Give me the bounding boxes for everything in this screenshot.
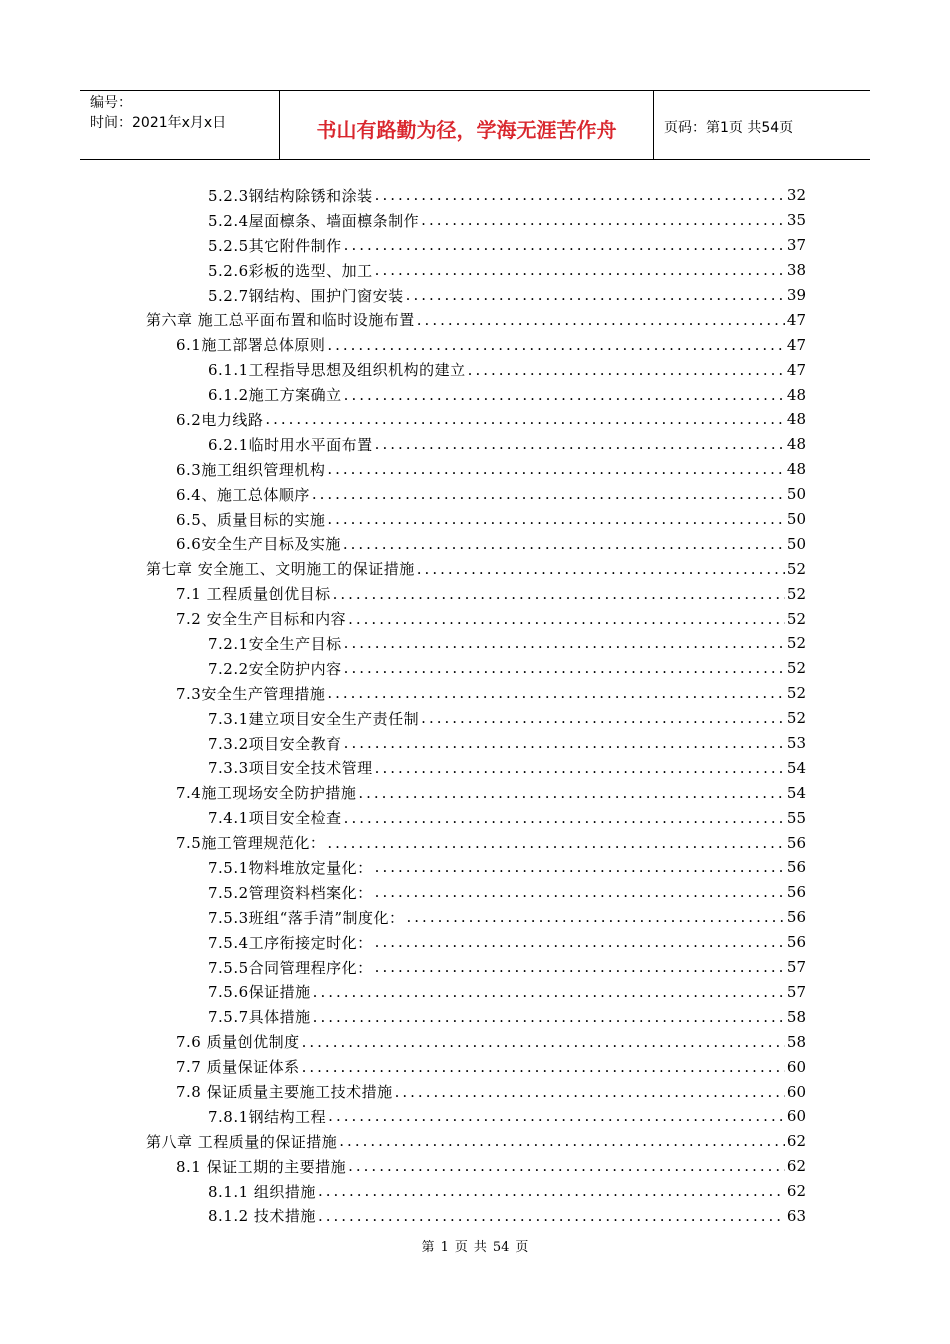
- toc-entry-label: 6.1.1工程指导思想及组织机构的建立: [208, 361, 466, 380]
- toc-entry[interactable]: [146, 1029, 806, 1054]
- toc-entry-label: 7.2 安全生产目标和内容: [176, 610, 347, 629]
- footer-current-page: 1: [440, 1240, 449, 1255]
- toc-entry-label: 6.4、施工总体顺序: [176, 485, 310, 504]
- toc-entry-page: 50: [786, 485, 806, 504]
- toc-entry-page: 63: [786, 1206, 806, 1225]
- toc-entry-label: 7.3.2项目安全教育: [208, 734, 342, 753]
- toc-leader-dots: [348, 1157, 785, 1175]
- toc-leader-dots: [375, 435, 785, 453]
- toc-leader-dots: [339, 1132, 785, 1150]
- toc-entry-page: 55: [786, 808, 806, 827]
- toc-entry-label: 7.8 保证质量主要施工技术措施: [176, 1083, 393, 1101]
- toc-leader-dots: [395, 1083, 785, 1101]
- toc-leader-dots: [333, 585, 785, 603]
- time-label: 时间：2021年x月x日: [90, 115, 227, 131]
- toc-leader-dots: [343, 535, 785, 553]
- toc-entry[interactable]: [146, 531, 806, 556]
- toc-entry-page: 50: [786, 510, 806, 529]
- toc-entry[interactable]: [146, 1154, 806, 1179]
- page-footer: [0, 1236, 950, 1255]
- toc-entry-label: 7.5.2管理资料档案化：: [208, 883, 373, 902]
- toc-leader-dots: [375, 933, 785, 951]
- toc-entry[interactable]: [146, 482, 806, 507]
- toc-entry[interactable]: [146, 631, 806, 656]
- header-page-info: 页码：第1页 共54页: [664, 120, 794, 136]
- toc-entry-label: 7.5.6保证措施: [208, 983, 311, 1002]
- toc-entry[interactable]: [146, 307, 806, 332]
- toc-entry[interactable]: [146, 980, 806, 1005]
- toc-entry-page: 60: [786, 1057, 806, 1076]
- toc-leader-dots: [327, 684, 785, 702]
- toc-entry[interactable]: [146, 432, 806, 457]
- toc-entry[interactable]: [146, 681, 806, 706]
- toc-entry-page: 62: [786, 1132, 806, 1151]
- toc-entry[interactable]: [146, 780, 806, 805]
- toc-entry[interactable]: [146, 233, 806, 258]
- toc-entry-page: 35: [786, 211, 806, 230]
- toc-entry[interactable]: [146, 905, 806, 930]
- toc-leader-dots: [417, 560, 785, 578]
- toc-entry[interactable]: [146, 606, 806, 631]
- toc-entry-label: 5.2.4屋面檩条、墙面檩条制作: [208, 211, 420, 230]
- toc-entry[interactable]: [146, 1104, 806, 1129]
- toc-entry-page: 37: [786, 236, 806, 255]
- toc-entry-label: 第六章 施工总平面布置和临时设施布置: [146, 311, 415, 330]
- toc-entry-page: 48: [786, 460, 806, 479]
- toc-entry[interactable]: [146, 1004, 806, 1029]
- toc-entry-label: 7.4.1项目安全检查: [208, 809, 342, 828]
- toc-leader-dots: [344, 659, 785, 677]
- toc-leader-dots: [407, 908, 785, 926]
- toc-entry[interactable]: [146, 830, 806, 855]
- toc-leader-dots: [375, 759, 785, 777]
- number-label: 编号：: [90, 95, 132, 111]
- toc-entry-label: 7.5.4工序衔接定时化：: [208, 933, 373, 952]
- header-motto: 书山有路勤为径，学海无涯苦作舟: [280, 91, 654, 159]
- toc-entry-page: 52: [786, 559, 806, 578]
- toc-entry-page: 56: [786, 933, 806, 952]
- toc-entry-page: 56: [786, 883, 806, 902]
- toc-entry-page: 52: [786, 584, 806, 603]
- toc-entry[interactable]: [146, 855, 806, 880]
- toc-entry-page: 52: [786, 684, 806, 703]
- toc-leader-dots: [327, 834, 785, 852]
- toc-leader-dots: [358, 784, 785, 802]
- toc-entry[interactable]: [146, 1179, 806, 1204]
- toc-entry-label: 6.5、质量目标的实施: [176, 510, 326, 529]
- toc-entry-label: 8.1.1 组织措施: [208, 1182, 316, 1201]
- toc-leader-dots: [328, 1107, 785, 1125]
- toc-entry-page: 57: [786, 958, 806, 977]
- toc-entry[interactable]: [146, 731, 806, 756]
- toc-entry-label: 7.6 质量创优制度: [176, 1033, 300, 1052]
- toc-leader-dots: [421, 709, 785, 727]
- toc-leader-dots: [327, 510, 785, 528]
- toc-leader-dots: [375, 958, 785, 976]
- toc-entry-label: 6.2电力线路: [176, 410, 264, 429]
- toc-entry-page: 50: [786, 534, 806, 553]
- toc-entry-label: 6.1.2施工方案确立: [208, 386, 342, 405]
- toc-entry[interactable]: [146, 706, 806, 731]
- toc-leader-dots: [421, 211, 785, 229]
- toc-leader-dots: [406, 286, 785, 304]
- toc-entry-label: 5.2.5其它附件制作: [208, 236, 342, 255]
- toc-entry-label: 7.3.1建立项目安全生产责任制: [208, 709, 420, 728]
- toc-entry-page: 56: [786, 908, 806, 927]
- toc-entry-page: 48: [786, 385, 806, 404]
- toc-entry-page: 32: [786, 186, 806, 205]
- toc-leader-dots: [312, 485, 785, 503]
- footer-gong: 共: [473, 1240, 487, 1255]
- toc-entry-page: 47: [786, 335, 806, 354]
- toc-entry-page: 58: [786, 1007, 806, 1026]
- toc-entry-label: 7.5.5合同管理程序化：: [208, 958, 373, 977]
- toc-entry-page: 39: [786, 286, 806, 304]
- toc-leader-dots: [265, 410, 785, 428]
- toc-entry-page: 52: [786, 659, 806, 678]
- toc-entry-label: 7.2.1安全生产目标: [208, 634, 342, 653]
- toc-leader-dots: [344, 734, 785, 752]
- toc-leader-dots: [313, 1008, 785, 1026]
- toc-entry[interactable]: [146, 805, 806, 830]
- toc-entry[interactable]: [146, 581, 806, 606]
- toc-entry-label: 7.5施工管理规范化：: [176, 834, 326, 853]
- toc-entry[interactable]: [146, 955, 806, 980]
- toc-entry-page: 53: [786, 734, 806, 753]
- toc-entry-page: 47: [786, 310, 806, 329]
- toc-entry-label: 5.2.3钢结构除锈和涂装: [208, 186, 373, 205]
- toc-entry-page: 54: [786, 758, 806, 777]
- toc-leader-dots: [375, 883, 785, 901]
- toc-entry-label: 7.2.2安全防护内容: [208, 659, 342, 678]
- toc-leader-dots: [344, 386, 785, 404]
- footer-di: 第: [421, 1240, 435, 1255]
- toc-entry-page: 48: [786, 435, 806, 454]
- toc-entry-page: 58: [786, 1032, 806, 1051]
- toc-entry[interactable]: [146, 457, 806, 482]
- toc-entry-label: 7.5.1物料堆放定量化：: [208, 858, 373, 877]
- toc-entry-label: 6.3施工组织管理机构: [176, 460, 326, 479]
- toc-entry-page: 52: [786, 634, 806, 653]
- toc-entry-label: 6.2.1临时用水平面布置: [208, 435, 373, 454]
- toc-leader-dots: [327, 336, 785, 354]
- toc-leader-dots: [375, 186, 785, 204]
- toc-entry-label: 7.4施工现场安全防护措施: [176, 784, 357, 803]
- toc-entry[interactable]: [146, 556, 806, 581]
- table-of-contents: [146, 183, 806, 1228]
- footer-ye: 页: [454, 1240, 468, 1255]
- toc-entry[interactable]: [146, 1079, 806, 1104]
- toc-entry[interactable]: [146, 880, 806, 905]
- toc-entry-label: 第七章 安全施工、文明施工的保证措施: [146, 560, 415, 579]
- toc-entry-label: 8.1.2 技术措施: [208, 1207, 316, 1226]
- toc-entry-page: 54: [786, 783, 806, 802]
- page-header: [80, 90, 870, 160]
- footer-total-pages: 54: [492, 1240, 510, 1255]
- toc-entry-label: 7.8.1钢结构工程: [208, 1107, 327, 1126]
- toc-entry[interactable]: [146, 283, 806, 308]
- toc-entry-label: 7.5.3班组“落手清”制度化：: [208, 908, 405, 927]
- toc-entry-page: 48: [786, 410, 806, 429]
- toc-leader-dots: [302, 1058, 785, 1076]
- toc-leader-dots: [375, 261, 785, 279]
- toc-entry-label: 6.1施工部署总体原则: [176, 336, 326, 355]
- toc-entry-page: 56: [786, 833, 806, 852]
- toc-leader-dots: [344, 236, 785, 254]
- toc-leader-dots: [318, 1207, 785, 1225]
- toc-entry-page: 38: [786, 261, 806, 280]
- toc-leader-dots: [417, 311, 785, 329]
- toc-entry[interactable]: [146, 208, 806, 233]
- toc-entry-label: 第八章 工程质量的保证措施: [146, 1132, 338, 1151]
- header-meta: [80, 91, 280, 159]
- toc-entry-label: 7.3.3项目安全技术管理: [208, 759, 373, 778]
- toc-entry[interactable]: [146, 183, 806, 208]
- toc-leader-dots: [318, 1182, 785, 1200]
- toc-entry-page: 52: [786, 609, 806, 628]
- toc-entry-label: 6.6安全生产目标及实施: [176, 535, 341, 554]
- toc-entry-page: 52: [786, 709, 806, 728]
- toc-entry[interactable]: [146, 656, 806, 681]
- toc-entry[interactable]: [146, 930, 806, 955]
- toc-entry-page: 60: [786, 1082, 806, 1101]
- toc-entry-label: 8.1 保证工期的主要措施: [176, 1157, 347, 1176]
- toc-entry-page: 62: [786, 1182, 806, 1201]
- toc-entry-label: 7.3安全生产管理措施: [176, 684, 326, 703]
- toc-leader-dots: [302, 1033, 785, 1051]
- toc-entry[interactable]: [146, 332, 806, 357]
- toc-entry-label: 5.2.7钢结构、围护门窗安装: [208, 286, 404, 305]
- toc-entry[interactable]: [146, 1054, 806, 1079]
- toc-leader-dots: [344, 809, 785, 827]
- toc-entry[interactable]: [146, 382, 806, 407]
- toc-entry[interactable]: [146, 258, 806, 283]
- footer-ye-2: 页: [515, 1240, 529, 1255]
- toc-entry-page: 62: [786, 1157, 806, 1176]
- toc-entry[interactable]: [146, 407, 806, 432]
- toc-entry-label: 5.2.6彩板的选型、加工: [208, 261, 373, 280]
- toc-entry-page: 60: [786, 1107, 806, 1126]
- toc-entry-page: 57: [786, 982, 806, 1001]
- toc-entry-label: 7.7 质量保证体系: [176, 1058, 300, 1077]
- toc-leader-dots: [313, 983, 785, 1001]
- toc-entry-label: 7.5.7具体措施: [208, 1008, 311, 1027]
- toc-leader-dots: [327, 460, 785, 478]
- toc-entry[interactable]: [146, 357, 806, 382]
- toc-leader-dots: [348, 610, 785, 628]
- toc-entry-label: 7.1 工程质量创优目标: [176, 585, 331, 604]
- toc-leader-dots: [344, 634, 785, 652]
- toc-entry[interactable]: [146, 507, 806, 532]
- toc-entry[interactable]: [146, 1129, 806, 1154]
- toc-leader-dots: [468, 361, 785, 379]
- toc-entry[interactable]: [146, 1204, 806, 1229]
- toc-entry-page: 56: [786, 858, 806, 877]
- toc-entry-page: 47: [786, 360, 806, 379]
- toc-entry[interactable]: [146, 755, 806, 780]
- toc-leader-dots: [375, 858, 785, 876]
